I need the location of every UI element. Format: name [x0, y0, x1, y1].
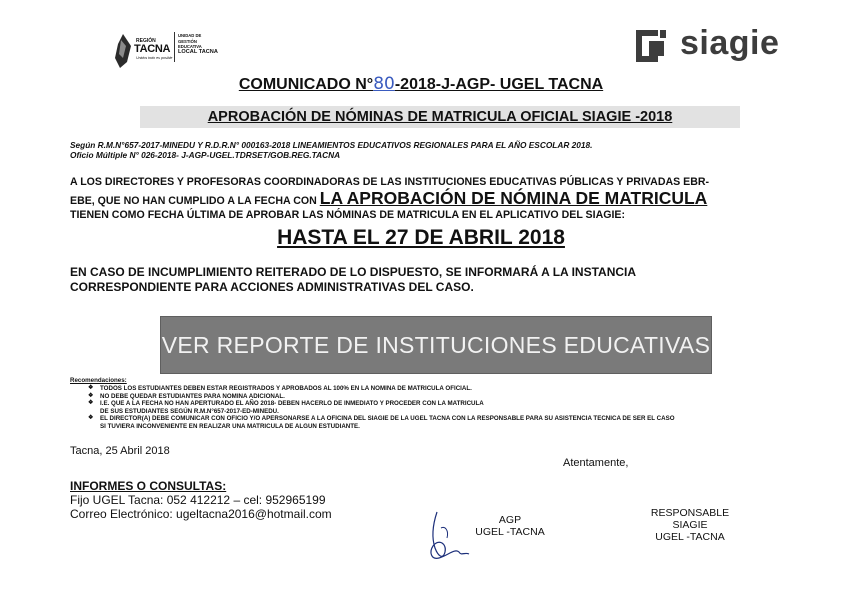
siagie-logo: [632, 22, 802, 66]
page-title: [0, 74, 842, 94]
deadline-text: HASTA EL 27 DE ABRIL 2018: [277, 226, 565, 249]
reference-line-2: Oficio Múltiple N° 026-2018- J-AGP-UGEL.TDRSET/GOB.REG.TACNA: [70, 150, 341, 160]
body-line-1: A LOS DIRECTORES Y PROFESORAS COORDINADORAS DE LAS INSTITUCIONES EDUCATIVAS PÚBLICAS Y PRIVADAS EBR-: [70, 176, 710, 188]
recommendation-item-4-line-1: ❖ EL DIRECTOR(A) DEBE COMUNICAR CON OFICIO Y/O APERSONARSE A LA OFICINA DEL SIAGIE DE LA UGEL TACNA CON LA RESPONSABLE PARA SU ASISTENCIA TECNICA DE SER EL CASO: [100, 415, 675, 423]
logo-unit-line-2: GESTIÓN: [178, 38, 197, 44]
recommendation-item-1-line-1: ❖ TODOS LOS ESTUDIANTES DEBEN ESTAR REGISTRADOS Y APROBADOS AL 100% EN LA NOMINA DE MATRICULA OFICIAL.: [100, 385, 472, 392]
contact-email[interactable]: Correo Electrónico: ugeltacna2016@hotmail.com: [70, 507, 332, 521]
recommendation-item-2-line-1: ❖ NO DEBE QUEDAR ESTUDIANTES PARA NOMINA ADICIONAL.: [100, 392, 285, 400]
logo-divider: [174, 32, 175, 62]
signature-siagie-line-3: UGEL -TACNA: [655, 531, 725, 543]
recommendation-item-3-line-1: ❖ I.E. QUE A LA FECHA NO HAN APERTURADO EL AÑO 2018- DEBEN HACERLO DE INMEDIATO Y PROCEDER CON LA MATRICULA: [100, 400, 484, 408]
recommendation-item: [70, 385, 675, 393]
view-report-button[interactable]: VER REPORTE DE INSTITUCIONES EDUCATIVAS: [160, 316, 712, 374]
recommendation-item-3-line-2: DE SUS ESTUDIANTES SEGÚN R.M.N°657-2017-ED-MINEDU.: [100, 407, 279, 415]
signature-siagie: [640, 507, 740, 543]
page-subtitle: APROBACIÓN DE NÓMINAS DE MATRICULA OFICIAL SIAGIE -2018: [207, 109, 673, 125]
contact-phones: Fijo UGEL Tacna: 052 412212 – cel: 952965199: [70, 493, 326, 507]
title-number: 80: [373, 74, 395, 94]
region-tacna-emblem-icon: [112, 32, 134, 70]
recommendation-item: [70, 415, 675, 430]
siagie-bracket-icon: [632, 24, 672, 64]
recommendations: [70, 377, 675, 431]
logo-unit-line-4: LOCAL TACNA: [178, 48, 218, 55]
closing-text: Atentamente,: [563, 457, 629, 469]
siagie-wordmark: siagie: [680, 24, 780, 62]
recommendations-list: [70, 385, 675, 431]
title-suffix: -2018-J-AGP- UGEL TACNA: [394, 76, 604, 93]
logo-unit-text: [178, 33, 218, 55]
logo-region-tagline: Unidos todo es posible: [136, 56, 173, 60]
body-line-2: [70, 188, 707, 209]
warning-line-2: CORRESPONDIENTE PARA ACCIONES ADMINISTRATIVAS DEL CASO.: [70, 280, 474, 294]
ugel-tacna-logo: [112, 28, 232, 72]
recommendation-item-4-line-2: SI TUVIERA INCONVENIENTE EN REALIZAR UNA MATRICULA DE ALGUN ESTUDIANTE.: [100, 422, 360, 430]
logo-unit-line-1: UNIDAD DE: [178, 33, 202, 38]
handwritten-signature-icon: [425, 508, 475, 570]
logo-region-big: TACNA: [134, 43, 171, 55]
recommendation-item: [70, 400, 675, 415]
logo-region-small: REGIÓN: [136, 38, 156, 44]
recommendation-item: [70, 393, 675, 401]
signature-agp-line-2: UGEL -TACNA: [475, 526, 545, 538]
signature-siagie-line-1: RESPONSABLE: [650, 507, 730, 519]
title-prefix: COMUNICADO N°: [238, 76, 374, 93]
body-line-3: TIENEN COMO FECHA ÚLTIMA DE APROBAR LAS NÓMINAS DE MATRICULA EN EL APLICATIVO DEL SIAGIE:: [70, 209, 625, 221]
date-place: Tacna, 25 Abril 2018: [70, 445, 170, 457]
body-line-2-start: EBE, QUE NO HAN CUMPLIDO A LA FECHA CON: [70, 195, 317, 207]
contact-heading: INFORMES O CONSULTAS:: [70, 479, 227, 493]
recommendations-heading: Recomendaciones:: [70, 377, 127, 384]
logo-unit-line-3: EDUCATIVA: [178, 44, 202, 50]
reference-line-1: Según R.M.N°657-2017-MINEDU Y R.D.R.N° 000163-2018 LINEAMIENTOS EDUCATIVOS REGIONALES PARA EL AÑO ESCOLAR 2018.: [70, 140, 593, 150]
signature-agp: [470, 514, 550, 538]
signature-siagie-line-2: SIAGIE: [672, 519, 708, 531]
warning-line-1: EN CASO DE INCUMPLIMIENTO REITERADO DE LO DISPUESTO, SE INFORMARÁ A LA INSTANCIA: [70, 265, 637, 279]
body-line-2-emphasis: LA APROBACIÓN DE NÓMINA DE MATRICULA: [319, 188, 708, 208]
signature-agp-line-1: AGP: [498, 514, 522, 526]
